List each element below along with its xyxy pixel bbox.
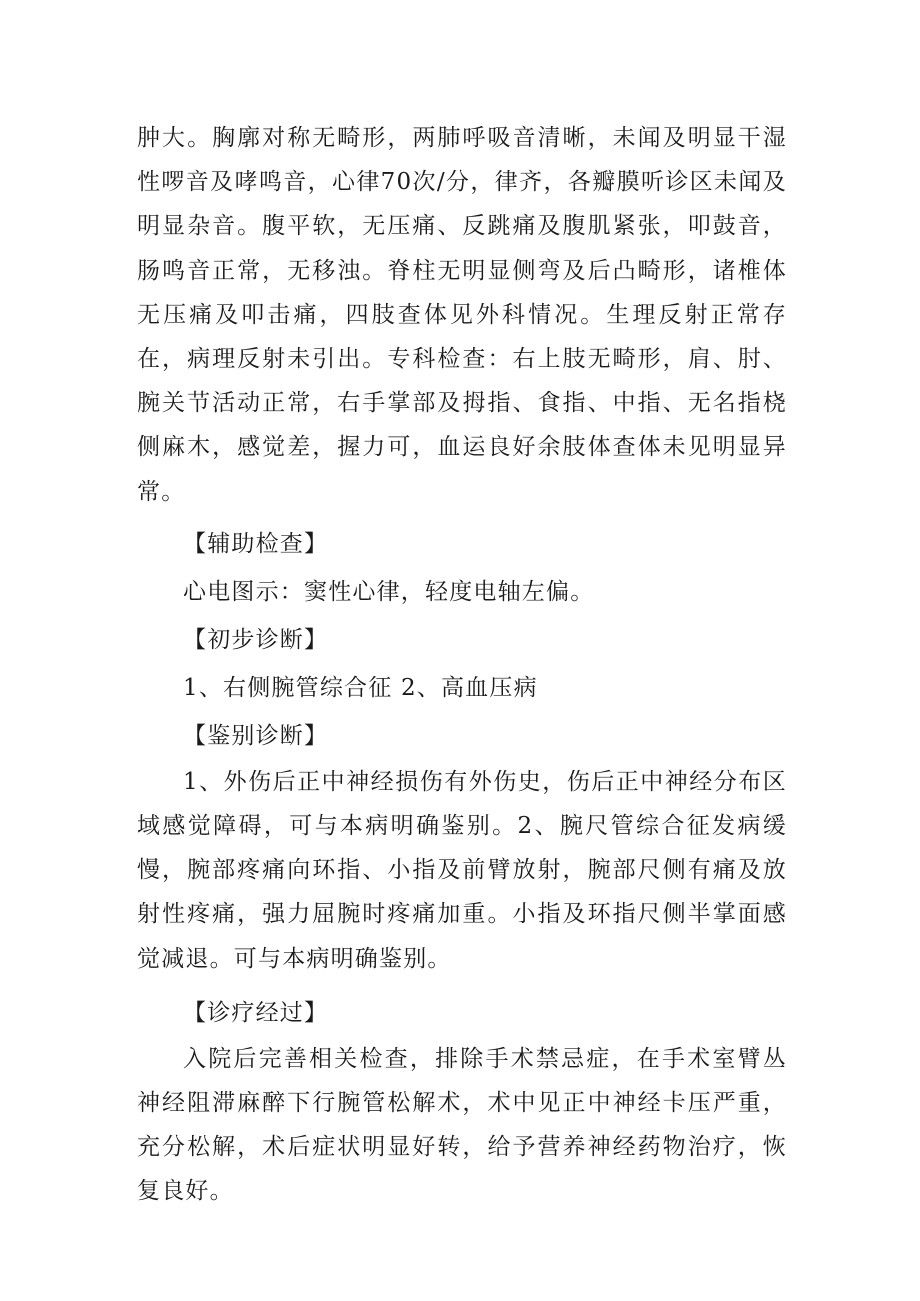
treatment-course-heading: 【诊疗经过】	[183, 999, 329, 1026]
auxiliary-exam-text: 心电图示：窦性心律，轻度电轴左偏。	[183, 578, 595, 605]
preliminary-diagnosis-text: 1、右侧腕管综合征 2、高血压病	[183, 674, 538, 701]
document-page	[137, 116, 787, 1214]
physical-exam-paragraph: 肿大。胸廓对称无畸形，两肺呼吸音清晰，未闻及明显干湿性啰音及哮鸣音，心律70次/分，律齐，各瓣膜听诊区未闻及明显杂音。腹平软，无压痛、反跳痛及腹肌紧张，叩鼓音，肠鸣音正常，无移浊。脊柱无明显侧弯及后凸畸形，诸椎体无压痛及叩击痛，四肢查体见外科情况。生理反射正常存在，病理反射未引出。专科检查：右上肢无畸形，肩、肘、腕关节活动正常，右手掌部及拇指、食指、中指、无名指桡侧麻木，感觉差，握力可，血运良好余肢体查体未见明显异常。	[137, 125, 787, 505]
treatment-course-paragraph: 入院后完善相关检查，排除手术禁忌症，在手术室臂丛神经阻滞麻醉下行腕管松解术，术中见正中神经卡压严重，充分松解，术后症状明显好转，给予营养神经药物治疗，恢复良好。	[137, 1045, 787, 1205]
auxiliary-exam-heading: 【辅助检查】	[183, 530, 329, 557]
preliminary-diagnosis-heading: 【初步诊断】	[183, 626, 329, 653]
differential-diagnosis-paragraph: 1、外伤后正中神经损伤有外伤史，伤后正中神经分布区域感觉障碍，可与本病明确鉴别。2、腕尺管综合征发病缓慢，腕部疼痛向环指、小指及前臂放射，腕部尺侧有痛及放射性疼痛，强力屈腕时疼痛加重。小指及环指尺侧半掌面感觉减退。可与本病明确鉴别。	[137, 768, 787, 972]
differential-diagnosis-heading: 【鉴别诊断】	[183, 722, 329, 749]
